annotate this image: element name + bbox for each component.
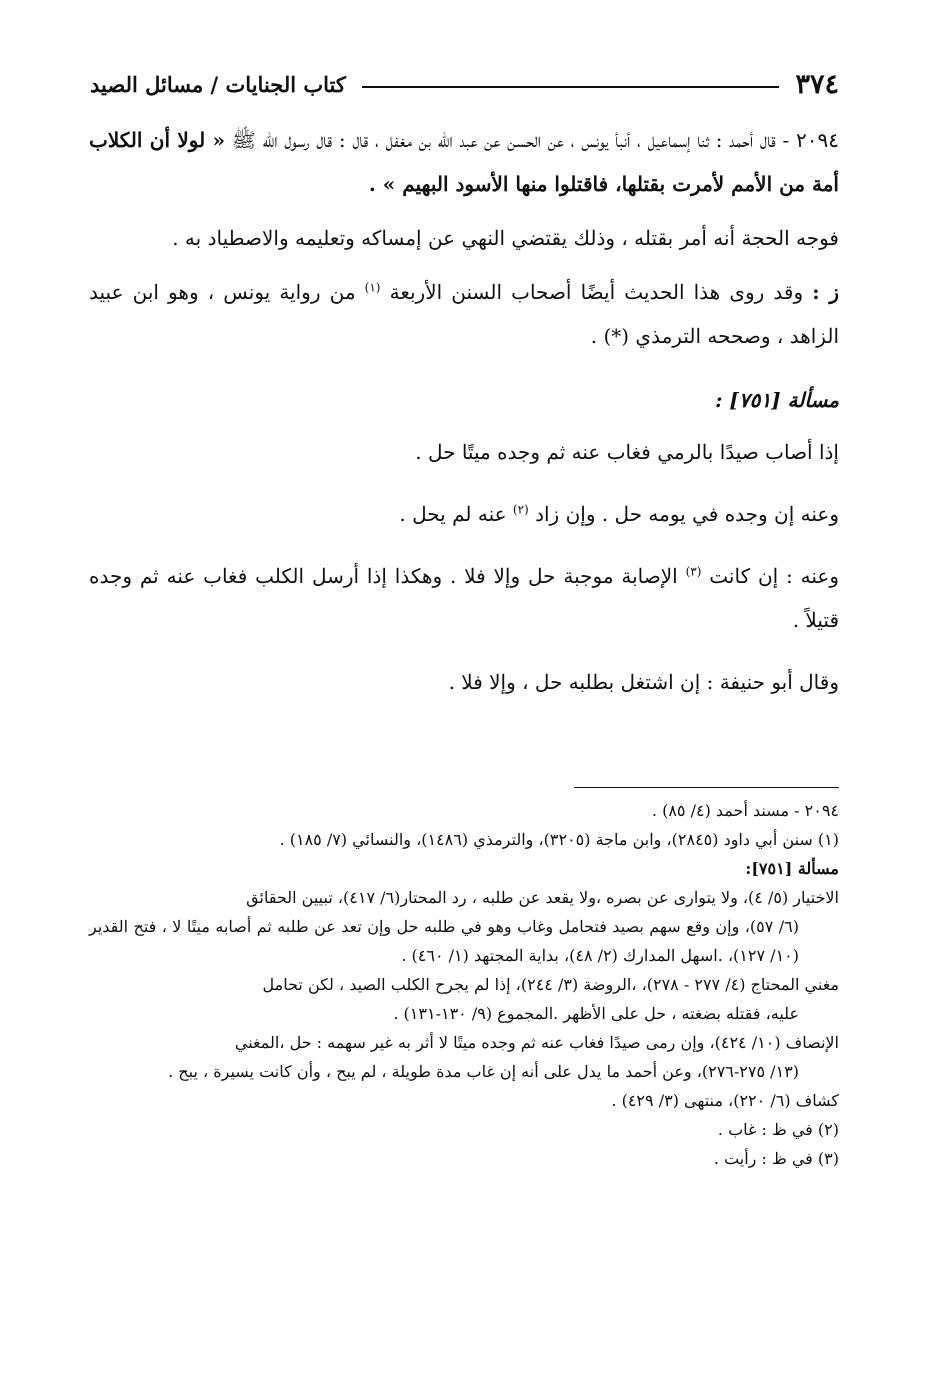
ruling-2	[89, 492, 839, 536]
ruling-2-part2: عنه لم يحل .	[399, 502, 507, 526]
ruling-3	[89, 554, 839, 642]
editor-note-part1: وقد روى هذا الحديث أيضًا أصحاب السنن الأربعة	[389, 280, 804, 304]
footnote-mughni-muhtaj: مغني المحتاج (٤/ ٢٧٧ - ٢٧٨)، ،الروضة (٣/ ٢٤٤)، إذا لم يجرح الكلب الصيد ، لكن تحامل	[262, 975, 839, 994]
page-number: ٣٧٤	[795, 68, 839, 100]
ruling-3-part1: وعنه : إن كانت	[709, 564, 839, 588]
editor-note-paragraph	[89, 270, 839, 358]
footnote-separator	[574, 787, 839, 788]
page-header	[90, 64, 839, 104]
footnote-ref-1: (١)	[364, 280, 381, 295]
hadith-intro: ٢٠٩٤ - قال أحمد : ثنا إسماعيل ، أنبأ يونس ، عن الحسن عن عبد الله بن مغفل ،	[375, 128, 840, 152]
footnote-masala-heading: مسألة [٧٥١]:	[745, 859, 839, 878]
ruling-2-part1: وعنه إن وجده في يومه حل . وإن زاد	[535, 502, 839, 526]
main-text	[89, 118, 839, 722]
editor-note-part2: من رواية يونس ، وهو ابن عبيد الزاهد ، وصححه الترمذي (*) .	[89, 280, 839, 348]
hadith-text: « لولا أن الكلاب أمة من الأمم لأمرت بقتلها، فاقتلوا منها الأسود البهيم » .	[89, 128, 839, 196]
footnote-1: (١) سنن أبي داود (٢٨٤٥)، وابن ماجة (٣٢٠٥)، والترمذي (١٤٨٦)، والنسائي (٧/ ١٨٥) .	[279, 830, 839, 849]
running-title: كتاب الجنايات / مسائل الصيد	[90, 71, 346, 97]
footnote-kashshaf: كشاف (٦/ ٢٢٠)، منتهى (٣/ ٤٢٩) .	[611, 1091, 839, 1110]
footnote-ikhtiyar-cont: (٦/ ٥٧)، وإن وقع سهم بصيد فتحامل وغاب وهو في طلبه حل وإن تعد عن طلبه ثم أصابه ميتًا لا ، فتح القدير (١٠/ ١٢٧)، .اسهل المدارك (٢/ ٤٨)، بداية المجتهد (١/ ٤٦٠) .	[89, 917, 799, 965]
footnotes	[89, 796, 839, 1173]
editor-note-marker: ز :	[812, 280, 840, 304]
footnote-insaf: الإنصاف (١٠/ ٤٢٤)، وإن رمى صيدًا فغاب عنه ثم وجده ميتًا لا أثر به غير سهمه : حل ،المغني	[234, 1033, 839, 1052]
argument-paragraph: فوجه الحجة أنه أمر بقتله ، وذلك يقتضي النهي عن إمساكه وتعليمه والاصطياد به .	[172, 226, 839, 250]
footnote-2094: ٢٠٩٤ - مسند أحمد (٤/ ٨٥) .	[651, 801, 839, 820]
footnote-2: (٢) في ظ : غاب .	[717, 1120, 839, 1139]
footnote-3: (٣) في ظ : رأيت .	[713, 1149, 839, 1168]
footnote-insaf-cont: (١٣/ ٢٧٥-٢٧٦)، وعن أحمد ما يدل على أنه إن غاب مدة طويلة ، لم يبح ، وأن كانت يسيرة ، يبح .	[168, 1062, 799, 1081]
ruling-1: إذا أصاب صيدًا بالرمي فغاب عنه ثم وجده ميتًا حل .	[415, 440, 839, 464]
footnote-mughni-muhtaj-cont: عليه، فقتله بضغته ، حل على الأظهر .المجموع (٩/ ١٣٠-١٣١) .	[393, 1004, 799, 1023]
hadith-lead: قال : قال رسول الله ﷺ	[231, 128, 369, 152]
hadith-paragraph	[89, 118, 839, 206]
footnote-ref-2: (٢)	[512, 502, 529, 517]
ruling-3-part2: الإصابة موجبة حل وإلا فلا . وهكذا إذا أرسل الكلب فغاب عنه ثم وجده قتيلاً .	[89, 564, 839, 632]
header-rule	[362, 86, 780, 88]
footnote-ikhtiyar: الاختيار (٥/ ٤)، ولا يتوارى عن بصره ،ولا يقعد عن طلبه ، رد المحتار(٦/ ٤١٧)، تبيين الحقائق	[246, 888, 839, 907]
abu-hanifa-opinion: وقال أبو حنيفة : إن اشتغل بطلبه حل ، وإلا فلا .	[448, 670, 839, 694]
masala-heading: مسألة [٧٥١] :	[715, 388, 839, 412]
footnote-ref-3: (٣)	[685, 564, 702, 579]
